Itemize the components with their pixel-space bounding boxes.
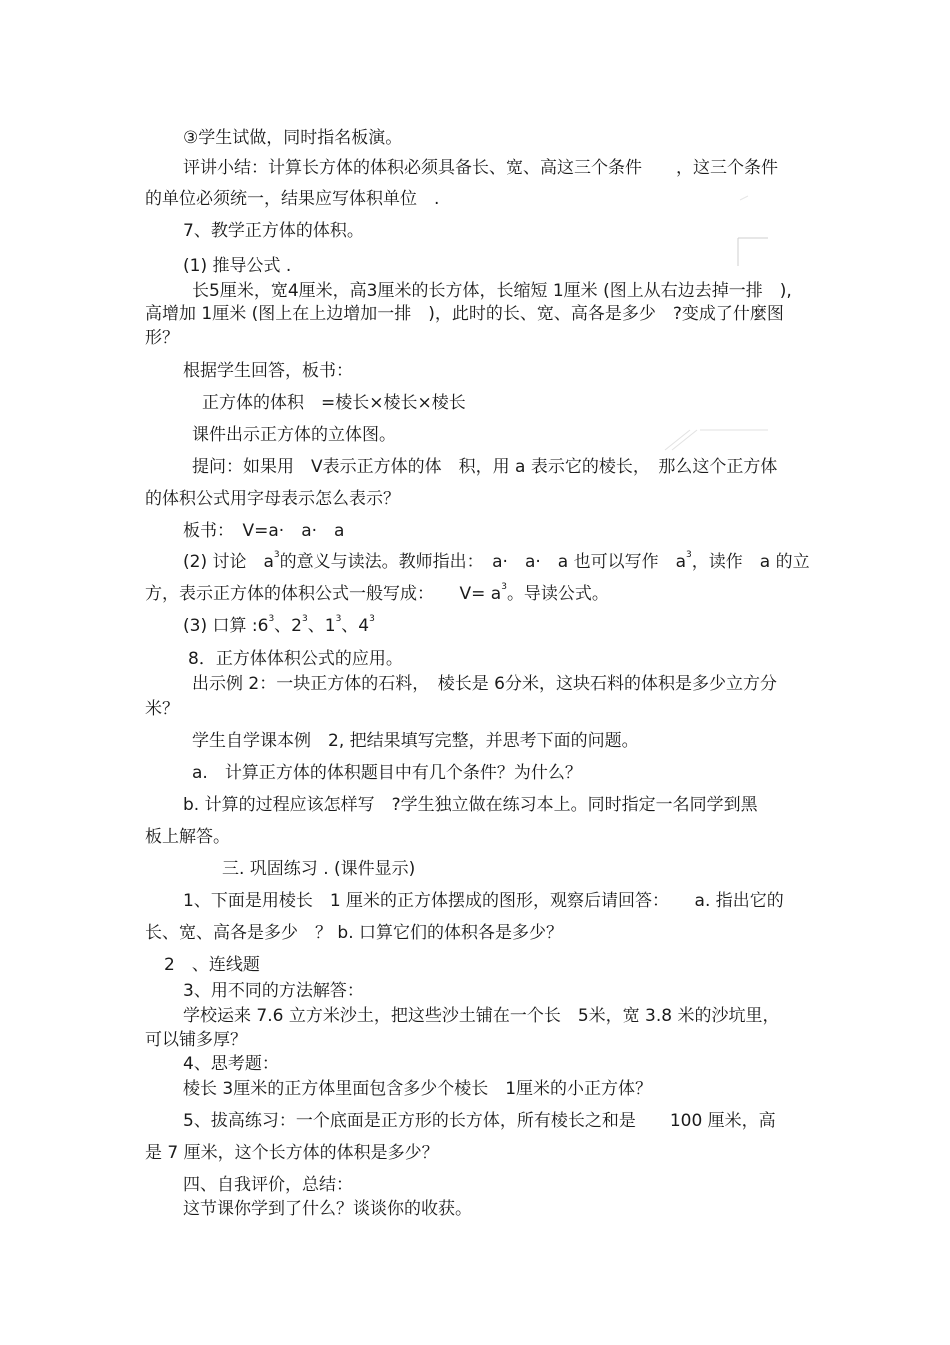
formula-line: 板书： V=a· a· a: [183, 521, 345, 541]
text-segment: 。导读公式。: [506, 584, 609, 604]
text-line: 是 7 厘米，这个长方体的体积是多少？: [145, 1143, 439, 1163]
text-line: 这节课你学到了什么？谈谈你的收获。: [183, 1199, 472, 1219]
section-heading: 三. 巩固练习 . (课件显示): [222, 859, 416, 879]
text-line: 提问：如果用 V表示正方体的体 积，用 a 表示它的棱长， 那么这个正方体: [192, 457, 778, 477]
text-line: [183, 551, 810, 573]
text-line: (1) 推导公式 .: [183, 256, 292, 276]
section-heading: 8．正方体体积公式的应用。: [188, 649, 403, 669]
text-line: ③学生试做，同时指名板演。: [183, 128, 403, 148]
text-line: 长、宽、高各是多少 ？ b. 口算它们的体积各是多少？: [145, 923, 564, 943]
text-line: 板上解答。: [145, 827, 230, 847]
text-segment: ，读作 a 的立: [691, 552, 810, 572]
formula-line: 正方体的体积 =棱长×棱长×棱长: [202, 393, 466, 413]
text-line: 出示例 2：一块正方体的石料， 棱长是 6分米，这块石料的体积是多少立方分: [192, 674, 777, 694]
text-segment: (2) 讨论 a: [183, 552, 274, 572]
text-line: 3、用不同的方法解答：: [183, 981, 364, 1001]
text-line: 高增加 1厘米 (图上在上边增加一排 )，此时的长、宽、高各是多少 ?变成了什麼图: [145, 304, 784, 324]
text-line: 长5厘米，宽4厘米，高3厘米的长方体，长缩短 1厘米 (图上从右边去掉一排 ),: [192, 281, 792, 301]
text-line: 的体积公式用字母表示怎么表示？: [145, 489, 400, 509]
exponent: 3: [302, 614, 308, 624]
text-line: 课件出示正方体的立体图。: [192, 425, 396, 445]
text-line: 5、拔高练习：一个底面是正方形的长方体，所有棱长之和是 100 厘米，高: [183, 1111, 776, 1131]
exponent: 3: [273, 550, 280, 560]
text-segment: 、4: [341, 616, 370, 636]
exponent: 3: [268, 614, 275, 624]
exponent: 3: [501, 582, 507, 592]
text-segment: 、1: [307, 616, 336, 636]
text-line: 学校运来 7.6 立方米沙土，把这些沙土铺在一个长 5米，宽 3.8 米的沙坑里，: [183, 1006, 780, 1026]
text-segment: 的意义与读法。教师指出： a· a· a 也可以写作 a: [279, 552, 687, 572]
text-line: 学生自学课本例 2, 把结果填写完整，并思考下面的问题。: [192, 731, 639, 751]
text-segment: 方，表示正方体的体积公式一般写成： V= a: [145, 584, 502, 604]
text-line: [145, 583, 609, 605]
text-line: 的单位必须统一，结果应写体积单位 .: [145, 189, 440, 209]
text-line: 棱长 3厘米的正方体里面包含多少个棱长 1厘米的小正方体？: [183, 1079, 653, 1099]
text-line: a. 计算正方体的体积题目中有几个条件？为什么？: [192, 763, 582, 783]
text-line: 米？: [145, 699, 179, 719]
text-line: 4、思考题：: [183, 1054, 279, 1074]
text-segment: (3) 口算 :6: [183, 616, 269, 636]
text-line: 2 、连线题: [164, 955, 260, 975]
text-segment: 、2: [274, 616, 302, 636]
text-line: 1、下面是用棱长 1 厘米的正方体摆成的图形，观察后请回答： a. 指出它的: [183, 891, 784, 911]
exponent: 3: [369, 614, 375, 624]
text-line: 可以铺多厚？: [145, 1030, 247, 1050]
text-line: 评讲小结：计算长方体的体积必须具备长、宽、高这三个条件 ，这三个条件: [183, 158, 778, 178]
text-line: 形？: [145, 328, 179, 348]
text-line: 根据学生回答，板书：: [183, 361, 353, 381]
text-line: 7、教学正方体的体积。: [183, 221, 364, 241]
exponent: 3: [686, 550, 692, 560]
section-heading: 四、自我评价，总结：: [183, 1175, 353, 1195]
text-line: b. 计算的过程应该怎样写 ?学生独立做在练习本上。同时指定一名同学到黑: [183, 795, 758, 815]
exponent: 3: [335, 614, 342, 624]
text-line: [183, 615, 375, 637]
